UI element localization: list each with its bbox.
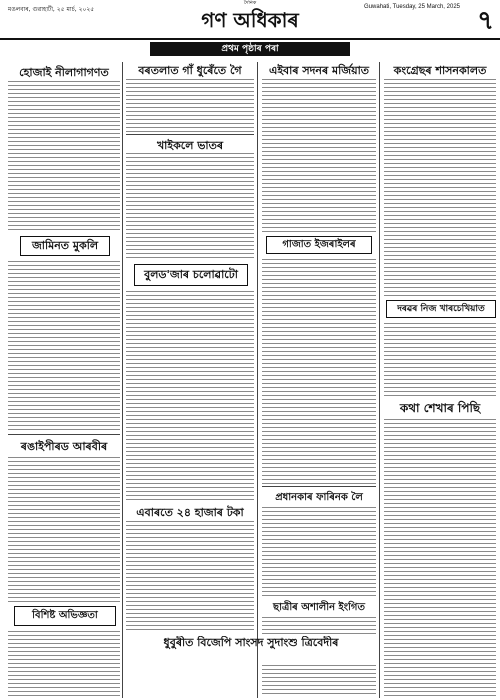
divider	[126, 134, 254, 135]
headline-student: ছাত্ৰীৰ অশালীন ইংগিত	[273, 602, 365, 613]
article-text	[262, 664, 376, 696]
column-rule	[257, 62, 258, 698]
article-text	[262, 506, 376, 596]
masthead-date-english: Guwahati, Tuesday, 25 March, 2025	[364, 4, 460, 10]
column-rule	[122, 62, 123, 698]
continued-banner: প্ৰথম পৃষ্ঠাৰ পৰা	[150, 42, 350, 56]
article-text	[262, 78, 376, 232]
page-number: ৭	[477, 6, 494, 36]
masthead	[0, 0, 500, 40]
headline-sadan: এইবাৰ সদনৰ মৰ্জিয়াত	[268, 64, 370, 77]
headline-rice: খাইকলে ভাতৰ	[156, 139, 224, 152]
masthead-date-local: মঙলবাৰ, গুৱাহাটী, ২৫ মাৰ্চ, ২০২৫	[8, 6, 95, 13]
headline-24000: এবাৰতে ২৪ হাজাৰ টকা	[136, 506, 244, 519]
headline-dorob: দৰৱৰ নিজ খাৰচেখিয়াত	[386, 300, 496, 318]
article-text	[8, 456, 120, 602]
article-text	[262, 616, 376, 636]
paper-name: গণ অধিকাৰ	[201, 8, 299, 32]
headline-principal: প্ৰধানকাৰ ফাৰিনক লৈ	[275, 492, 363, 503]
article-text	[384, 78, 496, 296]
article-text	[8, 260, 120, 430]
article-text	[262, 258, 376, 484]
article-text	[126, 290, 254, 500]
headline-hojai: হোজাই নীলাগাগণত	[19, 66, 109, 79]
article-text	[384, 418, 496, 696]
divider	[262, 486, 376, 487]
article-text	[8, 80, 120, 230]
article-text	[8, 630, 120, 696]
headline-bail: জামিনত মুকলি	[20, 236, 110, 256]
headline-bortola: বৰতলাত গাঁ ধুৰেঁতে গৈ	[138, 64, 242, 77]
article-text	[126, 520, 254, 632]
article-text	[384, 322, 496, 396]
divider	[8, 434, 120, 435]
masthead-title	[180, 0, 320, 39]
headline-katha: কথা শেখাৰ পিছি	[399, 401, 481, 415]
headline-rangaipir: ৰঙাইপীৰড আৰবীৰ	[20, 440, 108, 453]
headline-congress: কংগ্ৰেছৰ শাসনকালত	[393, 64, 487, 77]
headline-bulldozer: বুলড'জাৰ চলোৱাটো	[134, 264, 248, 286]
headline-gaza: গাজাত ইজৰাইলৰ	[266, 236, 372, 254]
article-text	[126, 152, 254, 260]
masthead-subtitle: দৈনিক	[243, 0, 257, 6]
column-rule	[379, 62, 380, 698]
headline-special-experience: বিশিষ্ট অভিজ্ঞতা	[14, 606, 116, 626]
headline-dhubri: ধুবুৰীত বিজেপি সাংসদ সুদাংশু ত্ৰিবেদীৰ	[163, 636, 339, 649]
article-text	[126, 78, 254, 132]
